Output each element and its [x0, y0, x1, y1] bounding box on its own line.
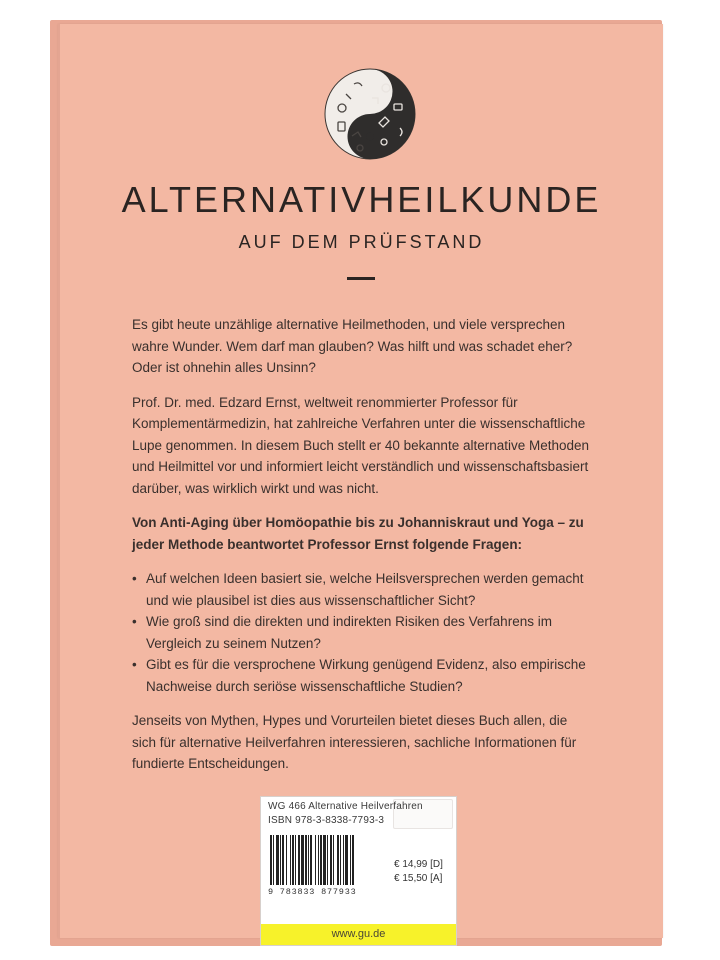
list-item: • Wie groß sind die direkten und indirekten Risiken des Verfahrens im Vergleich zu seinem Nutzen?	[132, 611, 592, 654]
category-line: WG 466 Alternative Heilverfahren	[268, 801, 423, 812]
book-title: ALTERNATIVHEILKUNDE	[121, 179, 602, 220]
price-label	[260, 796, 457, 946]
barcode-digits: 9 783833 877933	[268, 887, 357, 897]
list-item: • Gibt es für die versprochene Wirkung genügend Evidenz, also empirische Nachweise durch seriöse wissenschaftliche Studien?	[132, 654, 592, 697]
price-at: € 15,50 [A]	[394, 873, 443, 884]
barcode-icon	[268, 835, 386, 885]
title-divider	[347, 277, 375, 280]
isbn-line: ISBN 978-3-8338-7793-3	[268, 815, 385, 826]
bold-lead-paragraph: Von Anti-Aging über Homöopathie bis zu Johanniskraut und Yoga – zu jeder Methode beantwortet Professor Ernst folgende Fragen:	[132, 515, 584, 552]
blurb	[132, 314, 592, 788]
book-back-cover	[58, 24, 663, 938]
intro-paragraph: Es gibt heute unzählige alternative Heilmethoden, und viele versprechen wahre Wunder. Wem darf man glauben? Was hilft und was schadet eher? Oder ist ohnehin alles Unsinn?	[132, 317, 573, 375]
closing-paragraph: Jenseits von Mythen, Hypes und Vorurteilen bietet dieses Buch allen, die sich für alternative Heilverfahren interessieren, sachliche Informationen für fundierte Entscheidungen.	[132, 713, 577, 771]
yin-yang-emblem-icon	[324, 68, 416, 160]
price-de: € 14,99 [D]	[394, 859, 443, 870]
publisher-url[interactable]: www.gu.de	[261, 924, 456, 945]
questions-list	[132, 568, 592, 697]
list-item: • Auf welchen Ideen basiert sie, welche Heilsversprechen werden gemacht und wie plausibel ist dies aus wissenschaftlicher Sicht?	[132, 568, 592, 611]
book-subtitle: AUF DEM PRÜFSTAND	[238, 232, 485, 252]
author-paragraph: Prof. Dr. med. Edzard Ernst, weltweit renommierter Professor für Komplementärmedizin, hat zahlreiche Verfahren unter die wissenschaftliche Lupe genommen. In diesem Buch stellt er 40 bekannte alternative Methoden und Heilmittel vor und informiert leicht verständlich und wissenschaftsbasiert darüber, was wirklich wirkt und was nicht.	[132, 394, 590, 496]
